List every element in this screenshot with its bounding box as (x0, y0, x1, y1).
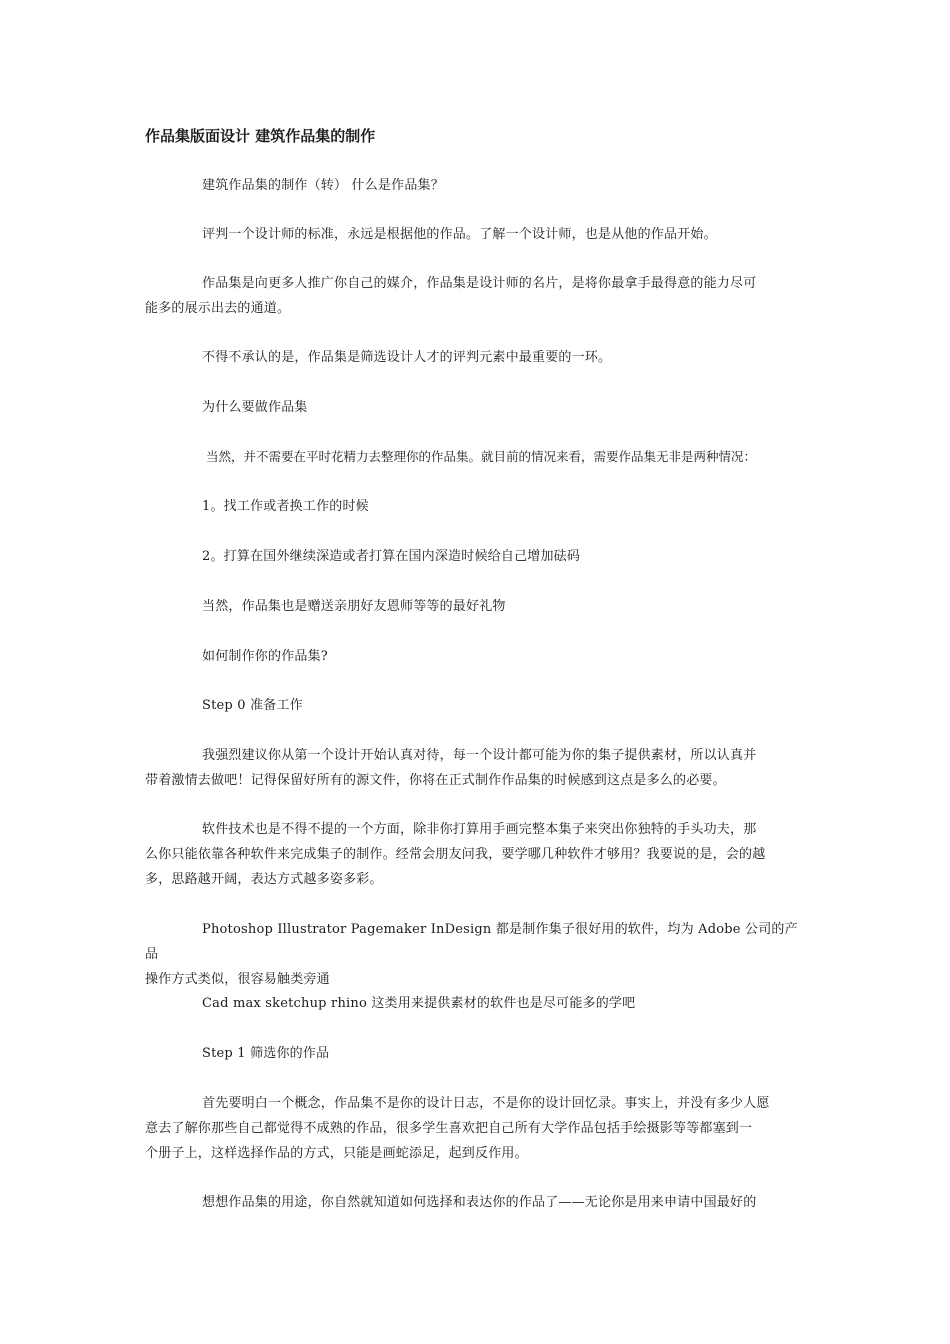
paragraph: 当然，并不需要在平时花精力去整理你的作品集。就目前的情况来看，需要作品集无非是两种情况： (202, 449, 756, 464)
paragraph: Cad max sketchup rhino 这类用来提供素材的软件也是尽可能多的学吧 (202, 996, 636, 1011)
document-title: 作品集版面设计 建筑作品集的制作 (145, 127, 376, 145)
paragraph: 作品集是向更多人推广你自己的媒介，作品集是设计师的名片，是将你最拿手最得意的能力尽可 能多的展示出去的通道。 (145, 276, 757, 316)
paragraph: Photoshop Illustrator Pagemaker InDesign 都是制作集子很好用的软件，均为 Adobe 公司的产品 操作方式类似，很容易触类旁通 (145, 922, 798, 987)
paragraph: 当然，作品集也是赠送亲朋好友恩师等等的最好礼物 (202, 599, 506, 614)
paragraph: 为什么要做作品集 (202, 400, 308, 415)
paragraph: 我强烈建议你从第一个设计开始认真对待，每一个设计都可能为你的集子提供素材，所以认真并 带着激情去做吧！记得保留好所有的源文件，你将在正式制作作品集的时候感到这点是多么的必要。 (145, 748, 757, 788)
paragraph: Step 1 筛选你的作品 (202, 1046, 330, 1061)
paragraph: 评判一个设计师的标准，永远是根据他的作品。了解一个设计师，也是从他的作品开始。 (202, 227, 717, 242)
paragraph: 2。打算在国外继续深造或者打算在国内深造时候给自己增加砝码 (202, 549, 581, 564)
paragraph: 想想作品集的用途，你自然就知道如何选择和表达你的作品了——无论你是用来申请中国最好的 (202, 1195, 757, 1210)
paragraph: 不得不承认的是，作品集是筛选设计人才的评判元素中最重要的一环。 (202, 350, 612, 365)
paragraph: 软件技术也是不得不提的一个方面，除非你打算用手画完整本集子来突出你独特的手头功夫，那 么你只能依靠各种软件来完成集子的制作。经常会朋友问我，要学哪几种软件才够用？我要说的是，会的越 多，思路越开阔，表达方式越多姿多彩。 (145, 822, 766, 887)
paragraph: 如何制作你的作品集? (202, 649, 328, 664)
paragraph: 1。找工作或者换工作的时候 (202, 499, 369, 514)
paragraph: Step 0 准备工作 (202, 698, 303, 713)
paragraph: 建筑作品集的制作（转） 什么是作品集？ (202, 178, 444, 193)
paragraph: 首先要明白一个概念，作品集不是你的设计日志，不是你的设计回忆录。事实上，并没有多少人愿 意去了解你那些自己都觉得不成熟的作品，很多学生喜欢把自己所有大学作品包括手绘摄影等等都塞到一 个册子上，这样选择作品的方式，只能是画蛇添足，起到反作用。 (145, 1096, 770, 1161)
